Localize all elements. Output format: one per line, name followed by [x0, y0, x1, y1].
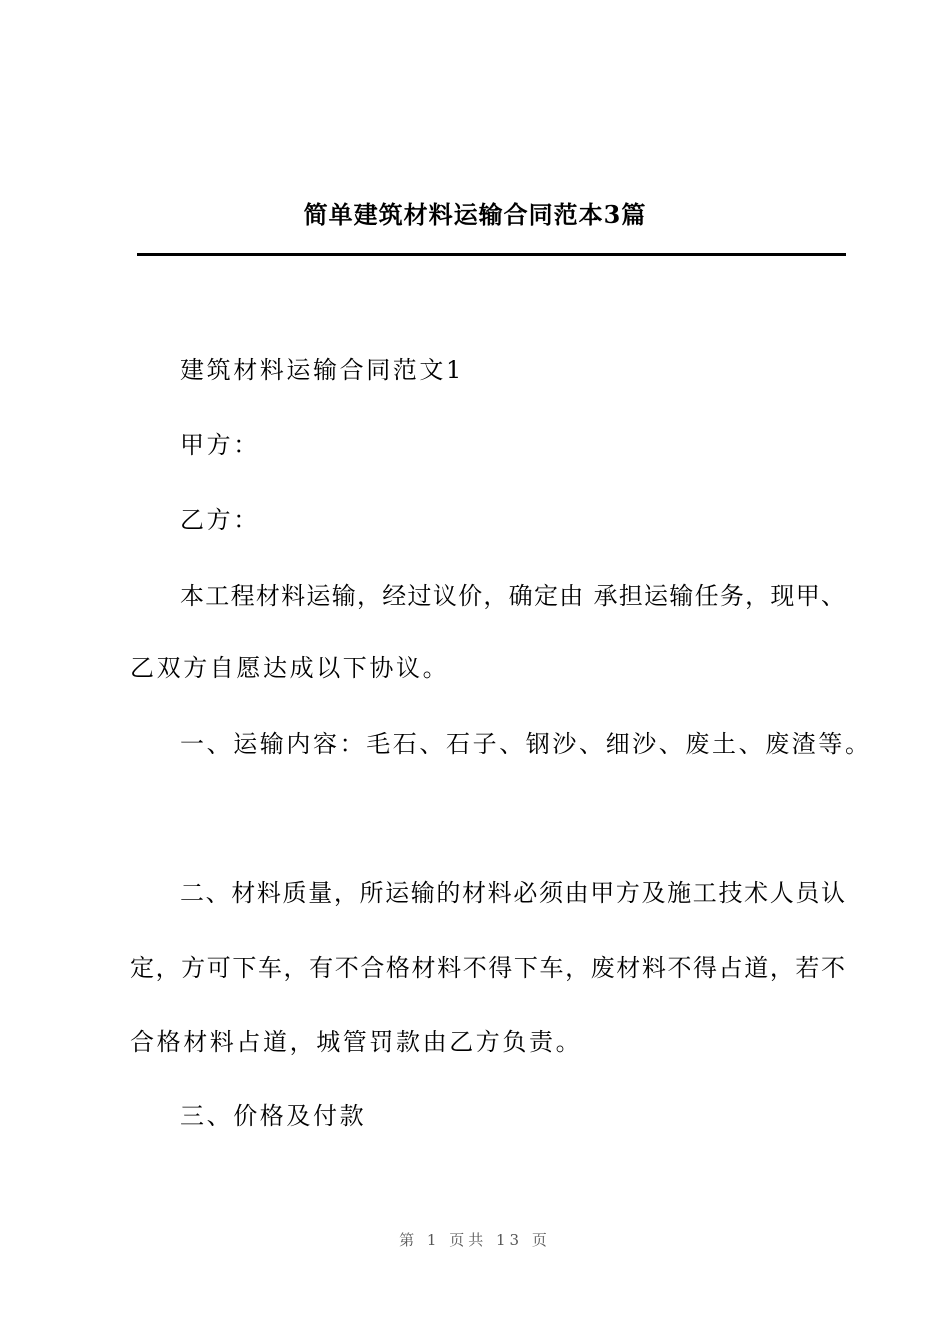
paragraph-line: 一、运输内容：毛石、石子、钢沙、细沙、废土、废渣等。	[180, 730, 872, 758]
title-underline	[137, 253, 846, 256]
paragraph-line: 合格材料占道，城管罚款由乙方负责。	[130, 1028, 583, 1056]
party-b-label: 乙方：	[180, 506, 260, 534]
document-title: 简单建筑材料运输合同范本3篇	[303, 200, 647, 229]
party-a-label: 甲方：	[180, 431, 260, 459]
section-heading: 建筑材料运输合同范文1	[180, 356, 464, 384]
paragraph-line: 二、材料质量，所运输的材料必须由甲方及施工技术人员认	[180, 879, 845, 907]
paragraph-line: 定，方可下车，有不合格材料不得下车，废材料不得占道，若不	[130, 954, 845, 982]
paragraph-line: 本工程材料运输，经过议价，确定由 承担运输任务，现甲、	[180, 582, 845, 610]
paragraph-line: 三、价格及付款	[180, 1102, 367, 1130]
page-number-footer: 第 1 页共 13 页	[399, 1231, 551, 1249]
paragraph-line: 乙双方自愿达成以下协议。	[130, 654, 450, 682]
